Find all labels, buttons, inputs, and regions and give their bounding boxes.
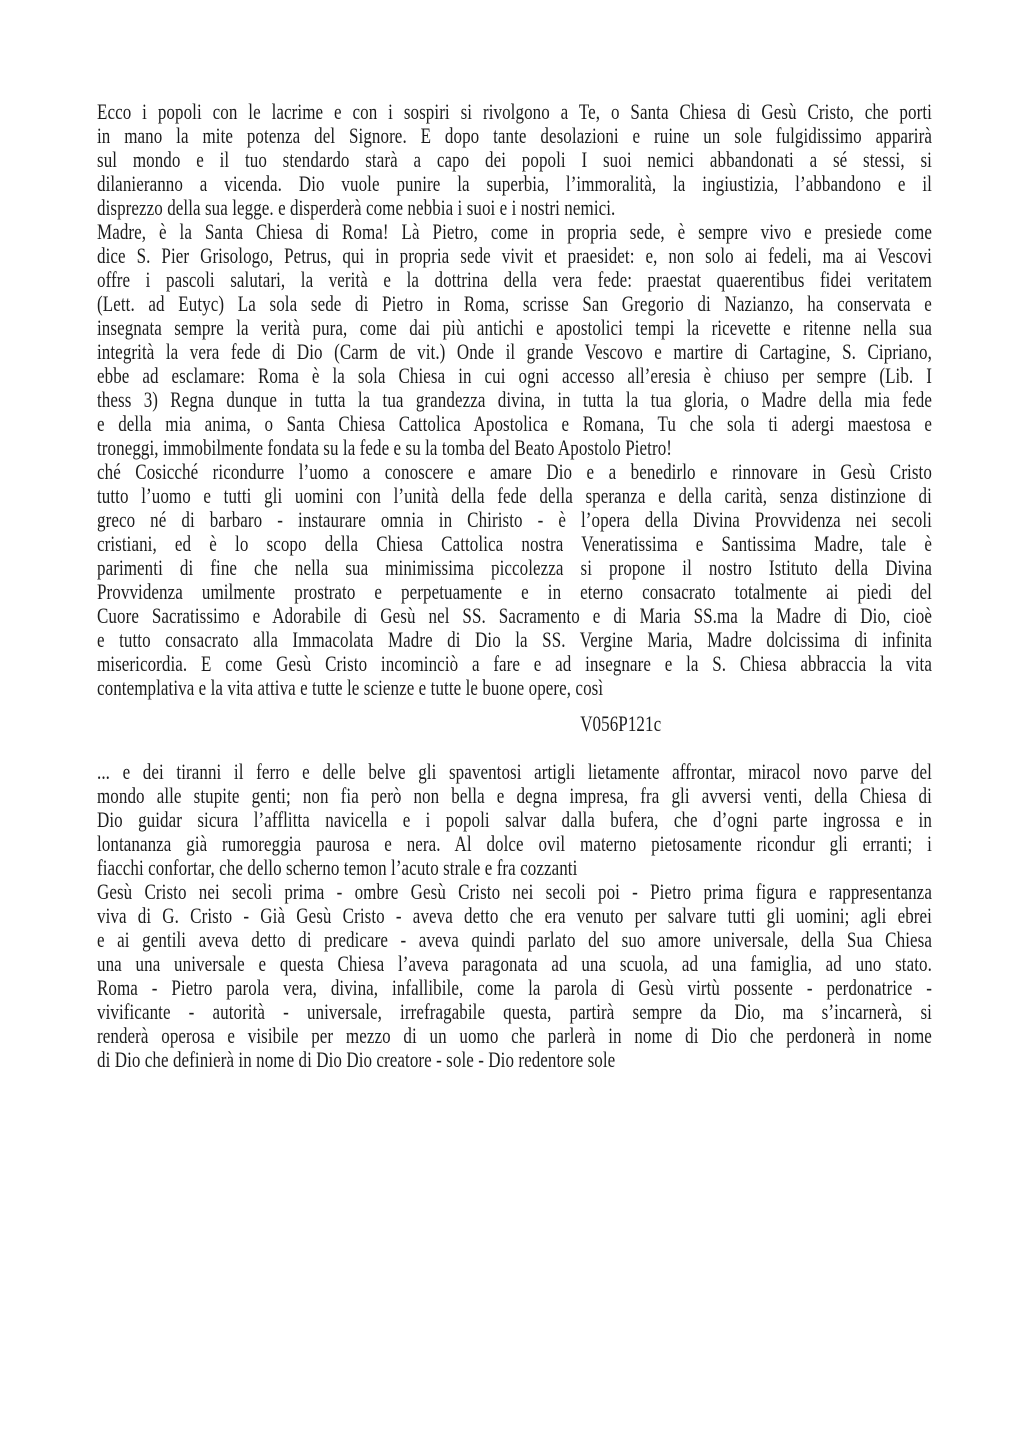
text-line: ebbe ad esclamare: Roma è la sola Chiesa in cui ogni accesso all’eresia è chiuso per sempre (Lib. I [97, 363, 932, 388]
text-line: thess 3) Regna dunque in tutta la tua grandezza divina, in tutta la tua gloria, o Madre della mia fede [97, 387, 932, 412]
text-line: in mano la mite potenza del Signore. E dopo tante desolazioni e ruine un sole fulgidissimo apparirà [97, 123, 932, 148]
text-line: e della mia anima, o Santa Chiesa Cattolica Apostolica e Romana, Tu che sola ti adergi maestosa e [97, 411, 932, 436]
text-line: Provvidenza umilmente prostrato e perpetuamente e in eterno consacrato totalmente ai piedi del [97, 579, 932, 604]
text-line: cristiani, ed è lo scopo della Chiesa Cattolica nostra Veneratissima e Santissima Madre, tale è [97, 531, 932, 556]
text-line: e ai gentili aveva detto di predicare - aveva quindi parlato del suo amore universale, della Sua Chiesa [97, 927, 932, 952]
text-line: Gesù Cristo nei secoli prima - ombre Gesù Cristo nei secoli poi - Pietro prima figura e rappresentanza [97, 879, 932, 904]
text-line: dice S. Pier Grisologo, Petrus, qui in propria sede vivit et praesidet: e, non solo ai fedeli, ma ai Vescovi [97, 243, 932, 268]
text-line: fiacchi confortar, che dello scherno temon l’acuto strale e fra cozzanti [97, 855, 578, 880]
text-line: ché Cosicché ricondurre l’uomo a conoscere e amare Dio e a benedirlo e rinnovare in Gesù Cristo [97, 459, 932, 484]
text-line: contemplativa e la vita attiva e tutte le scienze e tutte le buone opere, così [97, 675, 604, 700]
paragraph [97, 100, 932, 220]
text-line: parimenti di fine che nella sua minimissima piccolezza si propone il nostro Istituto della Divina [97, 555, 932, 580]
text-line: vivificante - autorità - universale, irrefragabile questa, partirà sempre da Dio, ma s’incarnerà, si [97, 999, 932, 1024]
document-body [97, 100, 932, 1072]
text-line: di Dio che definierà in nome di Dio Dio creatore - sole - Dio redentore sole [97, 1047, 616, 1072]
text-line: offre i pascoli salutari, la verità e la dottrina della vera fede: praestat quaerentibus fidei veritatem [97, 267, 932, 292]
text-line: lontananza già rumoreggia paurosa e nera. Al dolce ovil materno pietosamente ricondur gli erranti; i [97, 831, 932, 856]
text-line: tutto l’uomo e tutti gli uomini con l’unità della fede della speranza e della carità, senza distinzione di [97, 483, 932, 508]
paragraph [97, 880, 932, 1072]
text-line: (Lett. ad Eutyc) La sola sede di Pietro in Roma, scrisse San Gregorio di Nazianzo, ha conservata e [97, 291, 932, 316]
text-line: sul mondo e il tuo stendardo starà a capo dei popoli I suoi nemici abbandonati a sé stessi, si [97, 147, 932, 172]
text-line: disprezzo della sua legge. e disperderà come nebbia i suoi e i nostri nemici. [97, 195, 616, 220]
text-line: viva di G. Cristo - Già Gesù Cristo - aveva detto che era venuto per salvare tutti gli uomini; agli ebrei [97, 903, 932, 928]
text-line: ... e dei tiranni il ferro e delle belve gli spaventosi artigli lietamente affrontar, miracol novo parve del [97, 759, 932, 784]
text-line: troneggi, immobilmente fondata su la fede e su la tomba del Beato Apostolo Pietro! [97, 435, 673, 460]
text-line: Madre, è la Santa Chiesa di Roma! Là Pietro, come in propria sede, è sempre vivo e presiede come [97, 219, 932, 244]
paragraph [97, 760, 932, 880]
paragraph [97, 460, 932, 700]
text-line: insegnata sempre la verità pura, come dai più antichi e apostolici tempi la ricevette e ritenne nella sua [97, 315, 932, 340]
text-line: Cuore Sacratissimo e Adorabile di Gesù nel SS. Sacramento e di Maria SS.ma la Madre di Dio, cioè [97, 603, 932, 628]
paragraph [97, 220, 932, 460]
text-line: una una universale e questa Chiesa l’aveva paragonata ad una scuola, ad una famiglia, ad uno stato. [97, 951, 932, 976]
text-line: misericordia. E come Gesù Cristo incominciò a fare e ad insegnare e la S. Chiesa abbraccia la vita [97, 651, 932, 676]
text-line: integrità la vera fede di Dio (Carm de vit.) Onde il grande Vescovo e martire di Cartagine, S. Cipriano, [97, 339, 932, 364]
text-line: dilanieranno a vicenda. Dio vuole punire la superbia, l’immoralità, la ingiustizia, l’abbandono e il [97, 171, 932, 196]
text-line: Roma - Pietro parola vera, divina, infallibile, come la parola di Gesù virtù possente - perdonatrice - [97, 975, 932, 1000]
text-line: greco né di barbaro - instaurare omnia in Chiristo - è l’opera della Divina Provvidenza nei secoli [97, 507, 932, 532]
text-line: renderà operosa e visibile per mezzo di un uomo che parlerà in nome di Dio che perdonerà in nome [97, 1023, 932, 1048]
text-line: Dio guidar sicura l’afflitta navicella e i popoli salvar dalla bufera, che d’ogni parte ingrossa e in [97, 807, 932, 832]
text-line: mondo alle stupite genti; non fia però non bella e degna impresa, fra gli avversi venti, della Chiesa di [97, 783, 932, 808]
text-line: e tutto consacrato alla Immacolata Madre di Dio la SS. Vergine Maria, Madre dolcissima di infinita [97, 627, 932, 652]
page-identifier: V056P121c [580, 711, 662, 736]
text-line: Ecco i popoli con le lacrime e con i sospiri si rivolgono a Te, o Santa Chiesa di Gesù Cristo, che porti [97, 99, 932, 124]
